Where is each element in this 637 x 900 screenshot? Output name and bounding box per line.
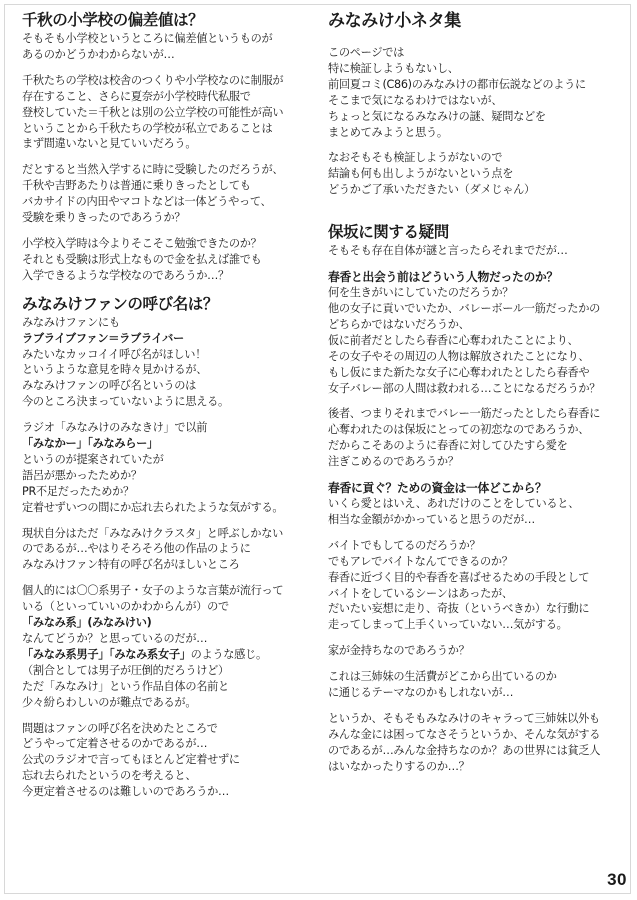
text-line: だとすると当然入学するに時に受験したのだろうが、 [22, 163, 284, 177]
section-trivia [328, 10, 620, 198]
paragraph [22, 583, 312, 710]
text-line: 千秋たちの学校は校舎のつくりや小学校なのに制服が [22, 73, 284, 87]
text-line: みなみけファンにも [22, 315, 120, 329]
text-line: なおそもそも検証しようがないので [328, 151, 503, 165]
text-line: それとも受験は形式上なもので金を払えば誰でも [22, 252, 262, 266]
question-heading: 春香と出会う前はどういう人物だったのか？ [328, 270, 558, 285]
text-line: 個人的には〇〇系男子・女子のような言葉が流行って [22, 584, 284, 598]
text-line: バカサイドの内田やマコトなどは一体どうやって、 [22, 195, 272, 209]
text-line: まとめてみようと思う。 [328, 125, 448, 139]
paragraph [328, 45, 620, 140]
right-column [328, 10, 620, 785]
section-title-fan-name: みなみけファンの呼び名は？ [22, 294, 218, 313]
text-line: これは三姉妹の生活費がどこから出ているのか [328, 670, 557, 684]
text-line: 注ぎこめるのであろうか？ [328, 455, 459, 469]
text-line: そもそも存在自体が謎と言ったらそれまでだが… [328, 244, 568, 258]
paragraph [22, 31, 312, 63]
emphasis-term: 「みなみ系男子」 [22, 647, 110, 661]
paragraph [328, 150, 620, 198]
text-line: 春香に近づく目的や春香を喜ばせるための手段として [328, 570, 590, 584]
paragraph [328, 669, 620, 701]
question-heading: 春香に貢ぐ？ための資金は一体どこから？ [328, 481, 547, 496]
text-line: 問題はファンの呼び名を決めたところで [22, 721, 218, 735]
emphasis-line: 「みなかー」「みなみらー」 [22, 437, 158, 451]
paragraph [328, 480, 620, 528]
text-line: 何を生きがいにしていたのだろうか？ [328, 286, 514, 300]
text-line: 心奪われたのは保坂にとっての初恋なのであろうか、 [328, 423, 590, 437]
text-line: このページでは [328, 46, 404, 59]
paragraph [22, 162, 312, 226]
text-line: そもそも小学校というところに偏差値というものが [22, 32, 273, 45]
text-line: 相当な金額がかかっていると思うのだが… [328, 512, 535, 526]
text-line: 登校していた＝千秋とは別の公立学校の可能性が高い [22, 105, 284, 119]
text-line: 家が金持ちなのであろうか？ [328, 644, 470, 658]
text-line: はいなかったりするのか…？ [328, 759, 470, 773]
text-line: どちらかではないだろうか、 [328, 317, 470, 331]
paragraph [22, 315, 312, 410]
page-number: 30 [607, 870, 627, 889]
text-line: あるのかどうかわからないが… [22, 47, 175, 61]
emphasis-line: ラブライブファン＝ラブライバー [22, 331, 184, 345]
text-line: 存在すること、さらに夏奈が小学校時代私服で [22, 89, 251, 103]
paragraph [22, 721, 312, 801]
text-line: ちょっと気になるみなみけの謎、疑問などを [328, 109, 546, 123]
text-fragment: のような感じ。 [190, 647, 267, 661]
emphasis-term: 「みなみ系女子」 [109, 647, 191, 661]
text-line: その女子やその周辺の人物は解放されたことになり、 [328, 349, 590, 363]
text-line: だからこそあのように春香に対してひたすら愛を [328, 439, 568, 453]
paragraph [328, 711, 620, 775]
text-line: どうやって定着させるのかであるが… [22, 737, 208, 751]
text-line: ただ「みなみけ」という作品自体の名前と [22, 679, 229, 693]
section-title-trivia: みなみけ小ネタ集 [328, 11, 461, 31]
text-line: 入学できるような学校なのであろうか…？ [22, 268, 229, 282]
text-line: なんてどうか？と思っているのだが… [22, 632, 208, 645]
text-line: もし仮にまた新たな女子に心奪われたとしたら春香や [328, 365, 590, 379]
paragraph [328, 643, 620, 659]
text-line: 特に検証しようもないし、 [328, 61, 459, 75]
paragraph [22, 236, 312, 284]
text-line: みなみけファンの呼び名というのは [22, 379, 196, 393]
text-line: ということから千秋たちの学校が私立であることは [22, 121, 273, 135]
left-column [22, 10, 312, 810]
text-line: 語呂が悪かったためか？ [22, 468, 142, 482]
text-line: 受験を乗りきったのであろうか？ [22, 211, 186, 225]
text-line: 仮に前者だとしたら春香に心奪われたことにより、 [328, 333, 579, 347]
text-line: 他の女子に貢いでいたか、バレーボール一筋だったかの [328, 301, 600, 315]
text-line: どうかご了承いただきたい（ダメじゃん） [328, 183, 535, 197]
text-line: （割合としては男子が圧倒的だろうけど） [22, 663, 229, 677]
text-line: 結論も何も出しようがないという点を [328, 167, 514, 181]
text-line: 少々紛らわしいのが難点であるが。 [22, 695, 197, 709]
paragraph [328, 538, 620, 633]
text-line: まず間違いないと見ていいだろう。 [22, 137, 197, 151]
text-line: のであるが…やはりそろそろ他の作品のように [22, 542, 251, 556]
section-title-hosaka: 保坂に関する疑問 [328, 223, 449, 242]
text-line: 今更定着させるのは難しいのであろうか… [22, 785, 229, 799]
text-line: というのが提案されていたが [22, 452, 164, 466]
text-line: 後者、つまりそれまでバレー一筋だったとしたら春香に [328, 407, 601, 421]
text-line: 現状自分はただ「みなみけクラスタ」と呼ぶしかない [22, 526, 283, 540]
text-line: みたいなカッコイイ呼び名がほしい！ [22, 347, 207, 361]
text-line: というか、そもそもみなみけのキャラって三姉妹以外も [328, 712, 600, 725]
paragraph [22, 420, 312, 515]
text-line: 前回夏コミ(C86)のみなみけの都市伝説などのように [328, 77, 586, 91]
section-fan-name [22, 294, 312, 800]
text-line: バイトをしているシーンはあったが、 [328, 586, 513, 600]
section-hosaka [328, 222, 620, 774]
text-line: ラジオ「みなみけのみなきけ」で以前 [22, 421, 208, 435]
text-line: いくら愛とはいえ、あれだけのことをしていると、 [328, 497, 580, 511]
text-line: 小学校入学時は今よりそこそこ勉強できたのか？ [22, 236, 262, 250]
text-line: 千秋や吉野あたりは普通に乗りきったとしても [22, 179, 251, 193]
paragraph [328, 406, 620, 470]
text-line: バイトでもしてるのだろうか？ [328, 538, 481, 552]
text-line: 今のところ決まっていないように思える。 [22, 395, 229, 409]
paragraph [22, 73, 312, 153]
text-line: 走ってしまって上手くいっていない…気がする。 [328, 618, 568, 632]
text-line: でもアレでバイトなんてできるのか？ [328, 554, 513, 568]
text-line: みんな金には困ってなさそうというか、そんな気がする [328, 727, 601, 741]
text-line: 定着せずいつの間にか忘れ去られたような気がする。 [22, 500, 284, 514]
text-line: というような意見を時々見かけるが、 [22, 363, 208, 377]
text-line: 女子バレー部の人間は救われる…ことになるだろうか？ [328, 381, 601, 395]
text-line: そこまで気になるわけではないが、 [328, 93, 503, 107]
paragraph [22, 526, 312, 574]
text-line [22, 647, 312, 663]
section-title-chiaki-school: 千秋の小学校の偏差値は？ [22, 11, 204, 29]
section-chiaki-school [22, 10, 312, 284]
text-line: のであるが…みんな金持ちなのか？あの世界には貧乏人 [328, 743, 601, 757]
text-line: だいたい妄想に走り、奇抜（というべきか）な行動に [328, 602, 590, 616]
emphasis-line: 「みなみ系」(みなみけい) [22, 616, 152, 630]
text-line: いる（といっていいのかわからんが）ので [22, 600, 229, 614]
text-line: に通じるテーマなのかもしれないが… [328, 686, 514, 700]
text-line: 公式のラジオで言ってもほとんど定着せずに [22, 753, 240, 767]
text-line: 忘れ去られたというのを考えると、 [22, 769, 197, 783]
text-line: PR不足だったためか？ [22, 484, 134, 498]
text-line: みなみけファン特有の呼び名がほしいところ [22, 558, 240, 572]
paragraph [328, 269, 620, 396]
paragraph [328, 243, 620, 259]
